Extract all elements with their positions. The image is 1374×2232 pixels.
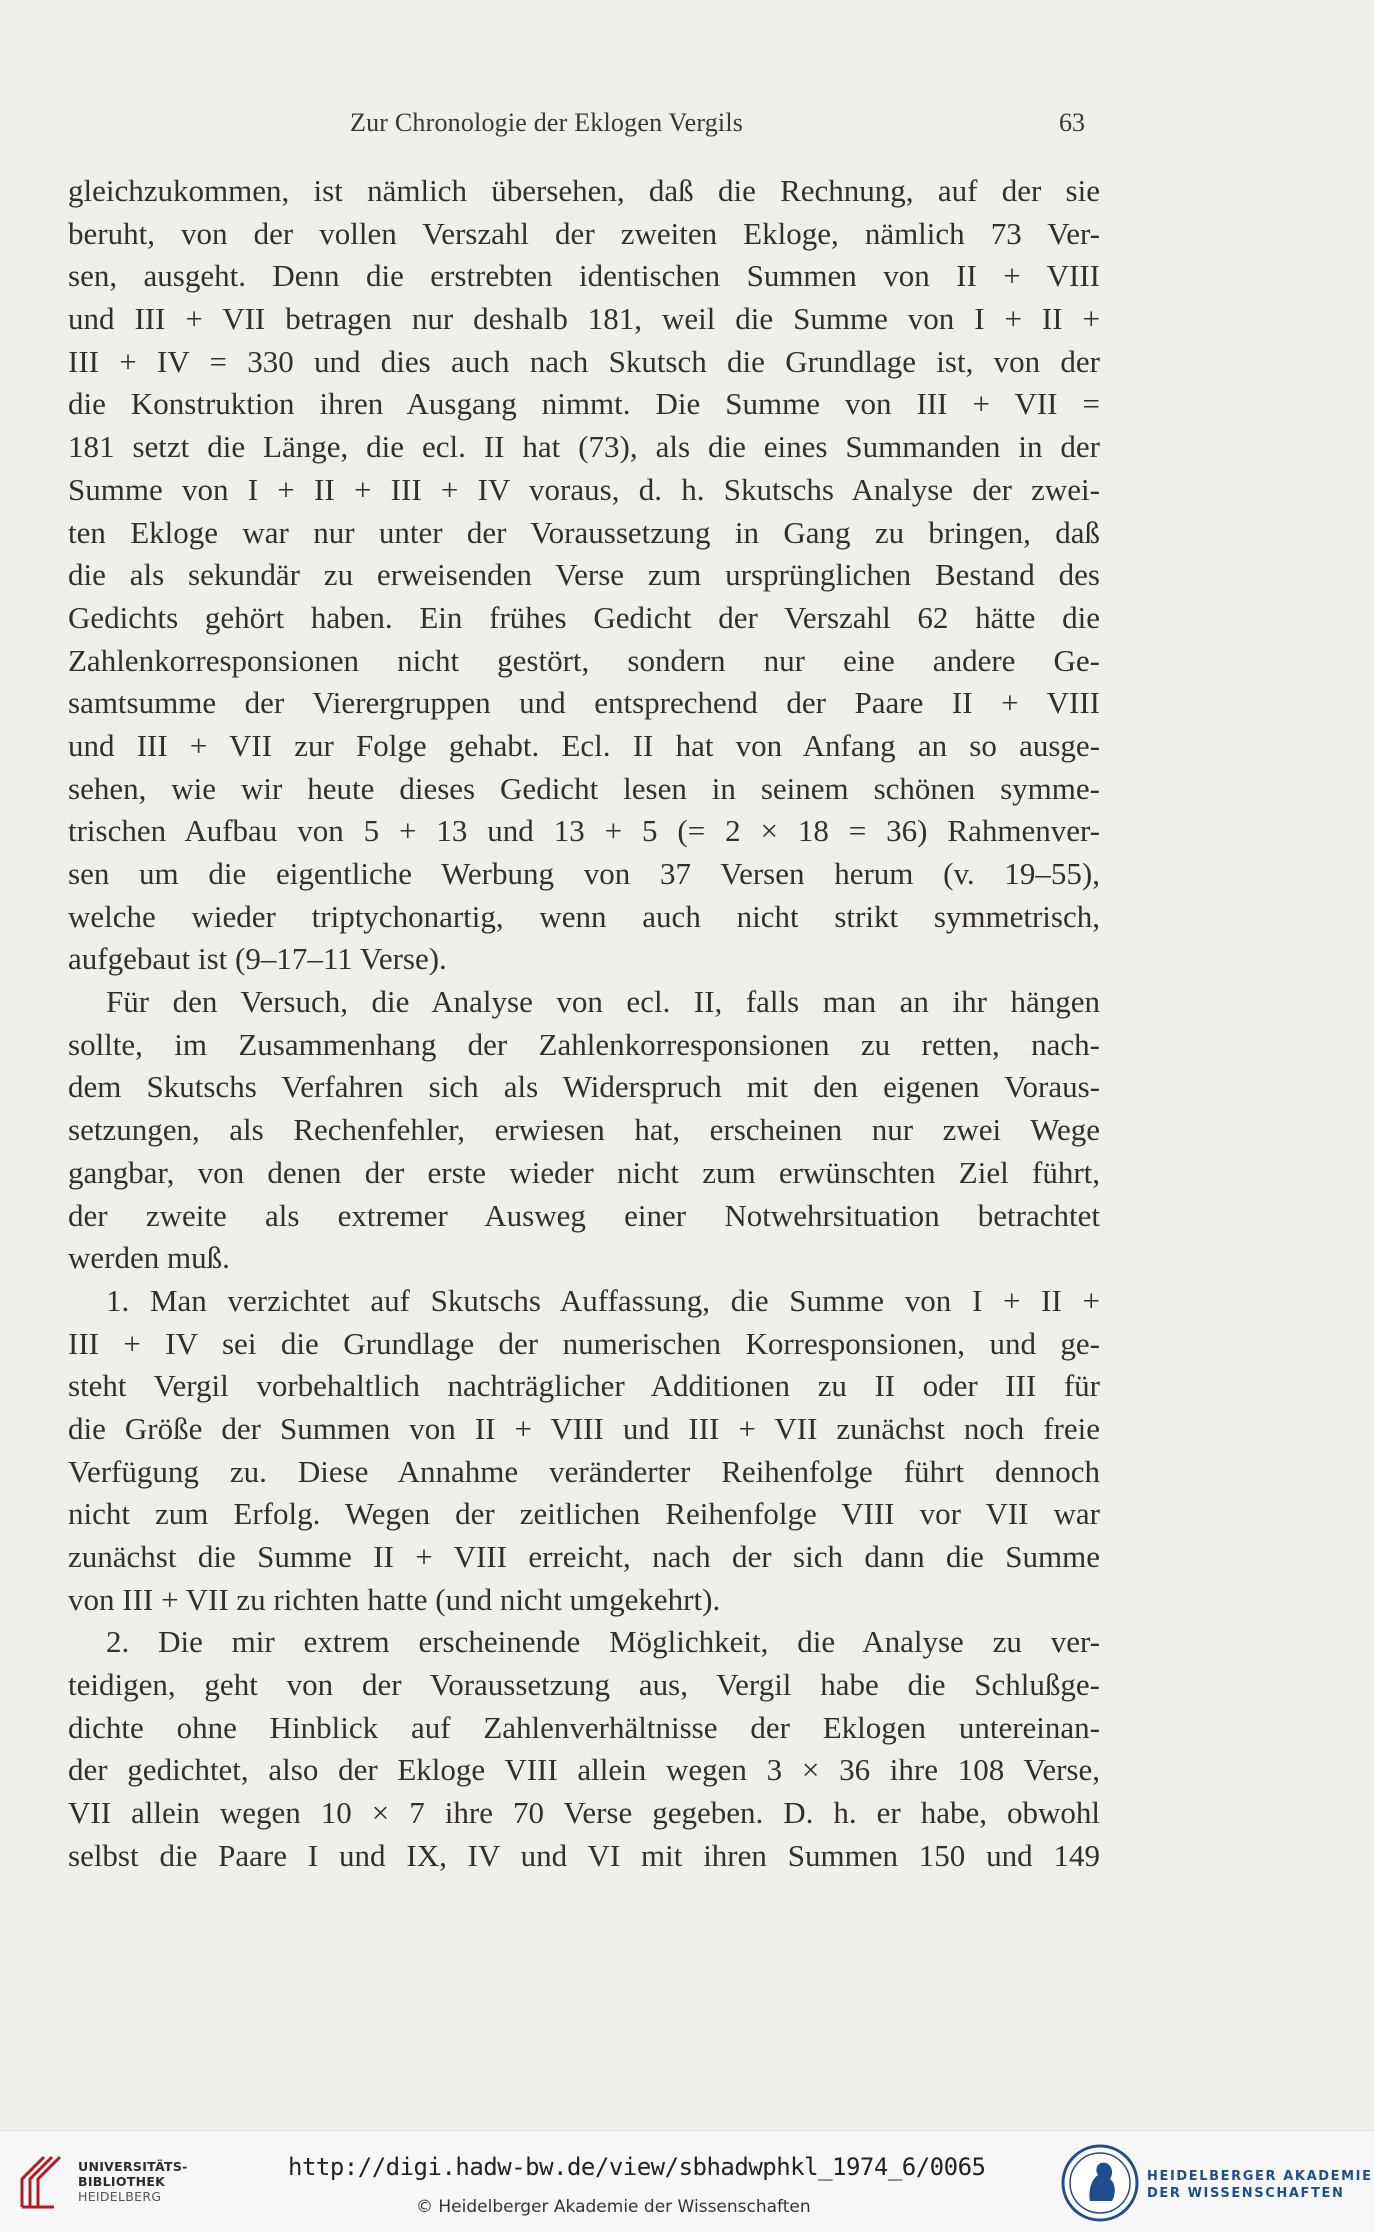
text-line: welche wieder triptychonartig, wenn auch nicht strikt symmetrisch, [68, 898, 1100, 934]
copyright-text: © Heidelberger Akademie der Wissenschaften [416, 2197, 811, 2217]
text-line: selbst die Paare I und IX, IV und VI mit ihren Summen 150 und 149 [68, 1837, 1100, 1873]
source-url-link[interactable]: http://digi.hadw-bw.de/view/sbhadwphkl_1974_6/0065 [288, 2153, 986, 2181]
text-line: Gedichts gehört haben. Ein frühes Gedicht der Verszahl 62 hätte die [68, 599, 1100, 635]
text-line: sen, ausgeht. Denn die erstrebten identischen Summen von II + VIII [68, 258, 1100, 294]
text-line: der zweite als extremer Ausweg einer Notwehrsituation betrachtet [68, 1197, 1100, 1233]
text-line: sehen, wie wir heute dieses Gedicht lesen in seinem schönen symme- [68, 770, 1100, 806]
academy-seal-icon [1060, 2143, 1140, 2223]
text-line: die Größe der Summen von II + VIII und III + VII zunächst noch freie [68, 1410, 1100, 1446]
text-line: von III + VII zu richten hatte (und nicht umgekehrt). [68, 1581, 721, 1617]
text-line: III + IV = 330 und dies auch nach Skutsch die Grundlage ist, von der [68, 343, 1100, 379]
library-name: UNIVERSITÄTS- BIBLIOTHEK HEIDELBERG [78, 2159, 188, 2204]
text-line: sen um die eigentliche Werbung von 37 Versen herum (v. 19–55), [68, 856, 1100, 891]
text-line: ten Ekloge war nur unter der Voraussetzung in Gang zu bringen, daß [68, 514, 1100, 550]
text-line: Summe von I + II + III + IV voraus, d. h. Skutschs Analyse der zwei- [68, 471, 1100, 507]
text-line: III + IV sei die Grundlage der numerischen Korresponsionen, und ge- [68, 1325, 1100, 1361]
text-line: steht Vergil vorbehaltlich nachträglicher Additionen zu II oder III für [68, 1368, 1100, 1404]
body-text [68, 170, 1100, 1878]
text-line: trischen Aufbau von 5 + 13 und 13 + 5 (= 2 × 18 = 36) Rahmenver- [68, 813, 1100, 849]
academy-name: HEIDELBERGER AKADEMIE DER WISSENSCHAFTEN [1147, 2169, 1373, 2201]
text-line: der gedichtet, also der Ekloge VIII allein wegen 3 × 36 ihre 108 Verse, [68, 1752, 1100, 1788]
text-line: Verfügung zu. Diese Annahme veränderter Reihenfolge führt dennoch [68, 1453, 1100, 1489]
text-line: dem Skutschs Verfahren sich als Widerspruch mit den eigenen Voraus- [68, 1069, 1100, 1105]
running-head [0, 108, 1374, 148]
text-line: die Konstruktion ihren Ausgang nimmt. Die Summe von III + VII = [68, 386, 1100, 422]
paragraph-first-line: 1. Man verzichtet auf Skutschs Auffassung, die Summe von I + II + [106, 1282, 1100, 1318]
text-line: setzungen, als Rechenfehler, erwiesen hat, erscheinen nur zwei Wege [68, 1112, 1100, 1148]
text-line: werden muß. [68, 1240, 230, 1276]
paragraph-first-line: Für den Versuch, die Analyse von ecl. II, falls man an ihr hängen [106, 984, 1100, 1020]
page-number: 63 [1059, 108, 1085, 137]
paragraph-first-line: 2. Die mir extrem erscheinende Möglichkeit, die Analyse zu ver- [106, 1624, 1100, 1660]
text-line: dichte ohne Hinblick auf Zahlenverhältnisse der Eklogen untereinan- [68, 1709, 1100, 1745]
running-title: Zur Chronologie der Eklogen Vergils [350, 108, 744, 137]
text-line: und III + VII zur Folge gehabt. Ecl. II hat von Anfang an so ausge- [68, 727, 1100, 763]
text-line: die als sekundär zu erweisenden Verse zum ursprünglichen Bestand des [68, 557, 1100, 593]
text-line: samtsumme der Vierergruppen und entsprechend der Paare II + VIII [68, 685, 1100, 721]
text-line: sollte, im Zusammenhang der Zahlenkorresponsionen zu retten, nach- [68, 1026, 1100, 1062]
text-line: gleichzukommen, ist nämlich übersehen, daß die Rechnung, auf der sie [68, 173, 1100, 208]
text-line: 181 setzt die Länge, die ecl. II hat (73), als die eines Summanden in der [68, 429, 1100, 465]
text-line: VII allein wegen 10 × 7 ihre 70 Verse gegeben. D. h. er habe, obwohl [68, 1795, 1100, 1831]
text-line: und III + VII betragen nur deshalb 181, weil die Summe von I + II + [68, 301, 1100, 337]
text-line: beruht, von der vollen Verszahl der zweiten Ekloge, nämlich 73 Ver- [68, 215, 1100, 251]
viewer-footer [0, 2130, 1374, 2232]
text-line: aufgebaut ist (9–17–11 Verse). [68, 941, 447, 977]
text-line: Zahlenkorresponsionen nicht gestört, sondern nur eine andere Ge- [68, 642, 1100, 678]
university-library-logo-icon [14, 2153, 66, 2211]
text-line: gangbar, von denen der erste wieder nicht zum erwünschten Ziel führt, [68, 1154, 1100, 1190]
text-line: nicht zum Erfolg. Wegen der zeitlichen Reihenfolge VIII vor VII war [68, 1496, 1100, 1532]
text-line: zunächst die Summe II + VIII erreicht, nach der sich dann die Summe [68, 1539, 1100, 1574]
text-line: teidigen, geht von der Voraussetzung aus, Vergil habe die Schlußge- [68, 1667, 1100, 1703]
